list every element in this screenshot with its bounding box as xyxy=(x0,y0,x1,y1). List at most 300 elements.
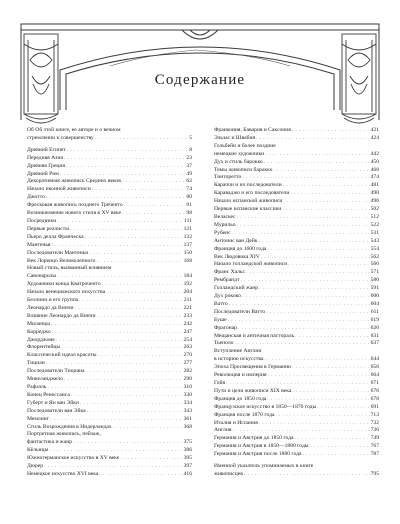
toc-entry-page: 691 xyxy=(370,403,379,410)
toc-entry-page: 330 xyxy=(183,391,192,398)
toc-entry-title: Буше xyxy=(214,316,227,323)
toc-entry[interactable] xyxy=(27,408,192,416)
dot-leader xyxy=(120,455,182,463)
toc-entry-page: 5 xyxy=(189,134,192,141)
toc-entry[interactable] xyxy=(27,273,192,281)
dot-leader xyxy=(226,380,370,388)
dot-leader xyxy=(288,261,369,269)
toc-entry-page: 416 xyxy=(183,470,192,477)
toc-entry-title: Германия и Австрия в 1850—1880 годы xyxy=(214,443,309,450)
toc-entry[interactable] xyxy=(27,194,192,202)
dot-leader xyxy=(295,333,370,341)
dot-leader xyxy=(46,194,186,202)
toc-entry[interactable] xyxy=(214,427,379,435)
toc-entry-page: 531 xyxy=(370,229,379,236)
dot-leader xyxy=(267,396,369,404)
toc-entry-title: Портретная живопись, пейзаж, xyxy=(27,431,101,438)
toc-entry[interactable] xyxy=(214,325,379,333)
toc-entry-title: Конец Ренессанса xyxy=(27,391,70,398)
toc-entry[interactable] xyxy=(214,127,379,135)
toc-entry-page: 204 xyxy=(183,289,192,296)
toc-entry-title: Караваджо и его последователи xyxy=(214,190,290,197)
toc-entry-title: Дух рококо xyxy=(214,293,241,300)
toc-entry-page: 424 xyxy=(370,134,379,141)
toc-entry[interactable] xyxy=(214,388,379,396)
toc-entry-title: Антонис ван Дейк xyxy=(214,237,258,244)
toc-entry-page: 62 xyxy=(186,178,192,185)
toc-entry-title: Ватто xyxy=(214,300,228,307)
toc-entry-title: Начало испанской живописи xyxy=(214,198,283,205)
dot-leader xyxy=(99,471,182,479)
toc-entry[interactable] xyxy=(27,289,192,297)
toc-entry-page: 282 xyxy=(183,368,192,375)
toc-entry-page: 502 xyxy=(370,206,379,213)
toc-entry[interactable] xyxy=(27,218,192,226)
toc-entry[interactable] xyxy=(27,455,192,463)
dot-leader xyxy=(64,376,183,384)
toc-entry-title: Эпоха Просвещения в Германии xyxy=(214,364,292,371)
toc-entry-title: стремлении к совершенству xyxy=(27,134,94,141)
toc-entry-page: 600 xyxy=(370,293,379,300)
toc-entry[interactable] xyxy=(214,340,379,348)
toc-entry[interactable] xyxy=(27,368,192,376)
toc-entry-title: Классический идеал красоты xyxy=(27,352,97,359)
toc-entry-title: Фрагонар xyxy=(214,324,237,331)
toc-entry[interactable] xyxy=(214,380,379,388)
toc-entry-title: Караччи и их последователи xyxy=(214,182,282,189)
toc-entry-title: Немецкое искусство XVI века xyxy=(27,470,99,477)
toc-entry-title: Последователи ван Эйка xyxy=(27,407,86,414)
toc-entry-title: Декоративная живопись Средних веков xyxy=(27,178,121,185)
dot-leader xyxy=(317,404,369,412)
dot-leader xyxy=(79,297,183,305)
toc-left-column xyxy=(27,127,192,479)
toc-entry-title: Германия и Австрия после 1880 года xyxy=(214,451,302,458)
toc-entry-page: 637 xyxy=(370,340,379,347)
toc-entry-page: 795 xyxy=(370,470,379,477)
toc-entry[interactable] xyxy=(27,163,192,171)
toc-entry-page: 580 xyxy=(370,277,379,284)
toc-entry[interactable] xyxy=(214,285,379,293)
toc-entry-title: Гольбейн и более поздние xyxy=(214,142,276,149)
toc-entry-title: Пьеро делла Франческа xyxy=(27,233,84,240)
toc-entry[interactable] xyxy=(214,277,379,285)
dot-leader xyxy=(113,424,183,432)
toc-entry[interactable] xyxy=(27,127,192,135)
dot-leader xyxy=(237,222,370,230)
toc-entry[interactable] xyxy=(214,159,379,167)
toc-entry-title: Посредники xyxy=(27,217,57,224)
toc-entry-title: Вступление Англии xyxy=(214,348,262,355)
dot-leader xyxy=(228,317,370,325)
toc-entry[interactable] xyxy=(214,412,379,420)
toc-entry-page: 74 xyxy=(186,186,192,193)
dot-leader xyxy=(232,230,370,238)
toc-entry-page: 395 xyxy=(183,455,192,462)
dot-leader xyxy=(303,451,370,459)
toc-entry[interactable] xyxy=(27,265,192,273)
toc-entry-page: 481 xyxy=(370,182,379,189)
toc-entry[interactable] xyxy=(214,143,379,151)
toc-entry-title: Последователи Тициана xyxy=(27,368,85,375)
toc-entry-title: Рафаэль xyxy=(27,384,47,390)
toc-entry-page: 184 xyxy=(183,273,192,280)
toc-entry-title: Корреджо xyxy=(27,328,51,335)
toc-entry-title: Последователи Ватто xyxy=(214,308,265,315)
dot-leader xyxy=(229,301,370,309)
dot-leader xyxy=(282,206,369,214)
toc-entry-title: Рубенс xyxy=(214,229,231,236)
toc-entry[interactable] xyxy=(27,360,192,368)
toc-entry-page: 450 xyxy=(370,158,379,165)
toc-entry[interactable] xyxy=(27,463,192,471)
dot-leader xyxy=(47,384,182,392)
toc-entry-page: 604 xyxy=(370,300,379,307)
toc-entry-page: 619 xyxy=(370,316,379,323)
toc-entry[interactable] xyxy=(27,155,192,163)
toc-entry[interactable] xyxy=(27,384,192,392)
toc-entry-title: Мещанская и античная пастораль xyxy=(214,332,295,339)
toc-entry-page: 150 xyxy=(183,249,192,256)
dot-leader xyxy=(97,313,183,321)
toc-entry-page: 512 xyxy=(370,213,379,220)
toc-entry-page: 468 xyxy=(370,166,379,173)
toc-entry[interactable] xyxy=(214,333,379,341)
toc-entry[interactable] xyxy=(27,147,192,155)
toc-entry[interactable] xyxy=(214,451,379,459)
toc-entry-page: 343 xyxy=(183,407,192,414)
toc-entry-page: 644 xyxy=(370,356,379,363)
dot-leader xyxy=(292,127,370,135)
toc-entry-title: Стиль Возрождения в Нидерландах xyxy=(27,423,112,430)
dot-leader xyxy=(49,447,182,455)
dot-leader xyxy=(290,190,369,198)
toc-entry-title: Губерт и Ян ван Эйки xyxy=(27,399,79,406)
toc-entry-title: Франс Хальс xyxy=(214,269,245,276)
dot-leader xyxy=(259,285,370,293)
dot-leader xyxy=(64,155,185,163)
toc-entry-title: Мурильо xyxy=(214,221,236,228)
toc-entry-page: 566 xyxy=(370,261,379,268)
toc-entry-title: Савонаролы xyxy=(27,273,57,280)
toc-entry[interactable] xyxy=(27,210,192,218)
dot-leader xyxy=(244,471,370,479)
toc-entry-page: 168 xyxy=(183,257,192,264)
toc-right-column xyxy=(214,127,379,479)
toc-entry[interactable] xyxy=(27,242,192,250)
toc-entry[interactable] xyxy=(27,305,192,313)
dot-leader xyxy=(275,412,369,420)
dot-leader xyxy=(265,151,369,159)
toc-entry-page: 421 xyxy=(370,127,379,133)
toc-entry-title: Именной указатель упоминаемых в книге xyxy=(214,463,314,470)
toc-entry-title: Первые реалисты xyxy=(27,225,69,232)
toc-entry[interactable] xyxy=(214,230,379,238)
toc-entry-title: Революция и империя xyxy=(214,372,267,379)
toc-entry-page: 310 xyxy=(183,384,192,390)
toc-entry-title: Франция после 1870 года xyxy=(214,411,275,418)
toc-entry[interactable] xyxy=(214,372,379,380)
toc-entry[interactable] xyxy=(214,167,379,175)
toc-entry-page: 132 xyxy=(183,233,192,240)
dot-leader xyxy=(52,329,183,337)
dot-leader xyxy=(268,372,370,380)
dot-leader xyxy=(242,174,369,182)
toc-entry-title: фантастика и жанр xyxy=(27,439,73,446)
toc-entry[interactable] xyxy=(214,317,379,325)
toc-entry[interactable] xyxy=(214,463,379,471)
toc-entry-page: 263 xyxy=(183,344,192,351)
toc-entry[interactable] xyxy=(27,135,192,143)
dot-leader xyxy=(102,281,183,289)
toc-entry[interactable] xyxy=(27,281,192,289)
toc-entry[interactable] xyxy=(27,186,192,194)
dot-leader xyxy=(56,337,183,345)
toc-entry-title: Век Людовика XIV xyxy=(214,253,260,260)
toc-entry-page: 656 xyxy=(370,364,379,371)
toc-entry-title: Начало венецианского искусства xyxy=(27,289,106,296)
toc-entry[interactable] xyxy=(27,321,192,329)
toc-entry-page: 626 xyxy=(370,324,379,331)
dot-leader xyxy=(124,202,186,210)
toc-entry-title: немецкие художники xyxy=(214,150,265,157)
toc-entry[interactable] xyxy=(27,250,192,258)
toc-entry-title: в историю искусства xyxy=(214,356,264,363)
toc-entry[interactable] xyxy=(214,356,379,364)
dot-leader xyxy=(310,443,370,451)
toc-entry-title: Начало голландской живописи xyxy=(214,261,288,268)
toc-entry-title: Джотто xyxy=(27,194,45,201)
page-title: Содержание xyxy=(154,72,246,88)
toc-entry-title: Об Об этой книге, ее авторе и о вечном xyxy=(27,127,121,133)
toc-entry[interactable] xyxy=(214,261,379,269)
toc-entry-title: Мемлинг xyxy=(27,415,49,422)
dot-leader xyxy=(267,246,369,254)
toc-entry-page: 192 xyxy=(183,281,192,288)
toc-entry-title: Микеланджело xyxy=(27,376,64,383)
toc-entry-page: 490 xyxy=(370,190,379,197)
toc-entry[interactable] xyxy=(27,352,192,360)
toc-entry-title: Миланцы xyxy=(27,320,50,327)
toc-entry[interactable] xyxy=(214,364,379,372)
toc-entry-title: Беллини и его группа xyxy=(27,297,79,304)
toc-entry-page: 787 xyxy=(370,451,379,458)
toc-entry-page: 713 xyxy=(370,411,379,418)
toc-entry-page: 664 xyxy=(370,372,379,379)
toc-entry[interactable] xyxy=(214,198,379,206)
toc-entry-page: 375 xyxy=(183,439,192,446)
toc-entry-page: 361 xyxy=(183,415,192,422)
toc-entry-page: 233 xyxy=(183,312,192,319)
dot-leader xyxy=(89,250,182,258)
toc-entry[interactable] xyxy=(214,206,379,214)
toc-entry[interactable] xyxy=(27,234,192,242)
toc-entry[interactable] xyxy=(214,182,379,190)
toc-entry-page: 591 xyxy=(370,285,379,292)
dot-leader xyxy=(240,277,369,285)
toc-entry-title: живописцев xyxy=(214,470,243,477)
toc-entry-title: Передняя Азия xyxy=(27,154,63,161)
dot-leader xyxy=(266,309,370,317)
toc-entry[interactable] xyxy=(214,309,379,317)
toc-entry-page: 8 xyxy=(189,146,192,153)
toc-entry[interactable] xyxy=(27,171,192,179)
toc-entry[interactable] xyxy=(27,376,192,384)
toc-entry-title: Веласкес xyxy=(214,213,236,220)
toc-entry-page: 732 xyxy=(370,419,379,426)
dot-leader xyxy=(71,392,183,400)
toc-entry-page: 554 xyxy=(370,245,379,252)
toc-entry-page: 270 xyxy=(183,352,192,359)
dot-leader xyxy=(70,226,183,234)
toc-entry-page: 749 xyxy=(370,435,379,442)
toc-entry-title: Первые испанские классики xyxy=(214,206,282,213)
toc-entry-page: 562 xyxy=(370,253,379,260)
dot-leader xyxy=(80,400,183,408)
toc-entry-page: 247 xyxy=(183,328,192,335)
toc-entry-page: 397 xyxy=(183,463,192,470)
toc-entry[interactable] xyxy=(27,202,192,210)
toc-entry-page: 221 xyxy=(183,304,192,311)
toc-entry-title: Начало иконной живописи xyxy=(27,186,91,193)
dot-leader xyxy=(295,435,370,443)
toc-entry-page: 242 xyxy=(183,320,192,327)
toc-entry-page: 671 xyxy=(370,380,379,386)
toc-entry[interactable] xyxy=(27,297,192,305)
toc-entry-page: 49 xyxy=(186,170,192,177)
toc-entry-title: Германия и Австрия до 1850 года xyxy=(214,435,294,442)
dot-leader xyxy=(52,242,183,250)
dot-leader xyxy=(292,364,370,372)
dot-leader xyxy=(98,352,183,360)
toc-entry-page: 571 xyxy=(370,269,379,276)
toc-entry[interactable] xyxy=(214,151,379,159)
toc-entry-page: 290 xyxy=(183,376,192,383)
dot-leader xyxy=(234,340,369,348)
toc-entry-page: 736 xyxy=(370,427,379,434)
dot-leader xyxy=(264,159,370,167)
toc-entry-title: Тициан xyxy=(27,360,45,367)
toc-entry[interactable] xyxy=(27,416,192,424)
toc-entry-page: 676 xyxy=(370,387,379,394)
toc-entry-title: Франкония, Бавария и Саксония xyxy=(214,127,291,133)
dot-leader xyxy=(44,463,183,471)
toc-entry[interactable] xyxy=(214,301,379,309)
dot-leader xyxy=(273,167,369,175)
dot-leader xyxy=(57,218,183,226)
toc-entry[interactable] xyxy=(214,238,379,246)
toc-entry-title: Древний Египет xyxy=(27,146,66,153)
toc-entry[interactable] xyxy=(214,190,379,198)
dot-leader xyxy=(67,147,188,155)
toc-entry[interactable] xyxy=(214,404,379,412)
toc-entry-page: 80 xyxy=(186,194,192,201)
toc-entry[interactable] xyxy=(27,439,192,447)
dot-leader xyxy=(86,368,183,376)
dot-leader xyxy=(66,163,185,171)
toc-entry[interactable] xyxy=(214,396,379,404)
toc-entry[interactable] xyxy=(27,471,192,479)
toc-entry-title: Рембрандт xyxy=(214,277,240,284)
toc-entry-title: Дюрер xyxy=(27,463,44,470)
toc-entry-title: Французское искусство в 1850—1870 годы xyxy=(214,403,317,410)
dot-leader xyxy=(75,305,183,313)
toc-entry-title: Франция до 1850 года xyxy=(214,395,267,402)
toc-entry[interactable] xyxy=(27,226,192,234)
toc-entry-page: 522 xyxy=(370,221,379,228)
toc-entry[interactable] xyxy=(214,174,379,182)
dot-leader xyxy=(259,420,370,428)
dot-leader xyxy=(106,289,183,297)
toc-entry-title: Франция до 1600 года xyxy=(214,245,267,252)
toc-entry-title: Джорджоне xyxy=(27,336,55,343)
toc-entry-title: Древний Рим xyxy=(27,170,59,177)
toc-entry-title: Век Лоренцо Великолепного xyxy=(27,257,96,264)
toc-entry-page: 631 xyxy=(370,332,379,339)
dot-leader xyxy=(85,234,183,242)
toc-entry[interactable] xyxy=(214,443,379,451)
dot-leader xyxy=(242,293,370,301)
dot-leader xyxy=(237,214,370,222)
toc-entry-title: Возникновение нового стиля в XV веке xyxy=(27,210,121,217)
dot-leader xyxy=(246,269,370,277)
toc-entry-page: 277 xyxy=(183,360,192,367)
toc-entry-title: Темы живописи барокко xyxy=(214,166,273,173)
toc-entry[interactable] xyxy=(214,214,379,222)
toc-entry[interactable] xyxy=(27,447,192,455)
toc-entry[interactable] xyxy=(214,222,379,230)
toc-entry[interactable] xyxy=(214,135,379,143)
dot-leader xyxy=(73,439,183,447)
toc-entry-page: 111 xyxy=(184,217,192,224)
toc-entry[interactable] xyxy=(27,392,192,400)
toc-entry-page: 121 xyxy=(183,225,192,232)
toc-entry[interactable] xyxy=(214,246,379,254)
dot-leader xyxy=(232,427,369,435)
toc-entry[interactable] xyxy=(214,348,379,356)
toc-entry-title: Древняя Греция xyxy=(27,162,65,169)
toc-entry-page: 442 xyxy=(370,150,379,157)
toc-entry[interactable] xyxy=(214,293,379,301)
dot-leader xyxy=(87,408,183,416)
toc-entry-title: Тьеполо xyxy=(214,340,234,347)
toc-entry[interactable] xyxy=(27,400,192,408)
toc-entry-title: Кёльнцы xyxy=(27,447,49,454)
toc-entry-page: 37 xyxy=(186,162,192,169)
dot-leader xyxy=(283,182,370,190)
toc-entry-title: Италия и Испания xyxy=(214,419,258,426)
toc-entry-page: 23 xyxy=(186,154,192,161)
toc-entry-page: 254 xyxy=(183,336,192,343)
toc-entry-title: Пути и цели живописи XIX века xyxy=(214,387,292,394)
toc-entry[interactable] xyxy=(27,329,192,337)
toc-entry-page: 386 xyxy=(183,447,192,454)
toc-entry[interactable] xyxy=(214,420,379,428)
toc-entry-title: Мантенья xyxy=(27,241,51,248)
toc-entry-page: 137 xyxy=(183,241,192,248)
toc-entry[interactable] xyxy=(27,313,192,321)
toc-entry-title: Голландский жанр xyxy=(214,285,259,292)
toc-entry[interactable] xyxy=(214,471,379,479)
toc-entry-page: 496 xyxy=(370,198,379,205)
toc-entry[interactable] xyxy=(214,435,379,443)
toc-entry-title: Леонардо да Винчи xyxy=(27,304,74,311)
dot-leader xyxy=(292,388,369,396)
dot-leader xyxy=(122,210,185,218)
toc-entry-page: 767 xyxy=(370,443,379,450)
toc-entry-title: Новый стиль, вызванный влиянием xyxy=(27,265,112,272)
dot-leader xyxy=(57,273,182,281)
